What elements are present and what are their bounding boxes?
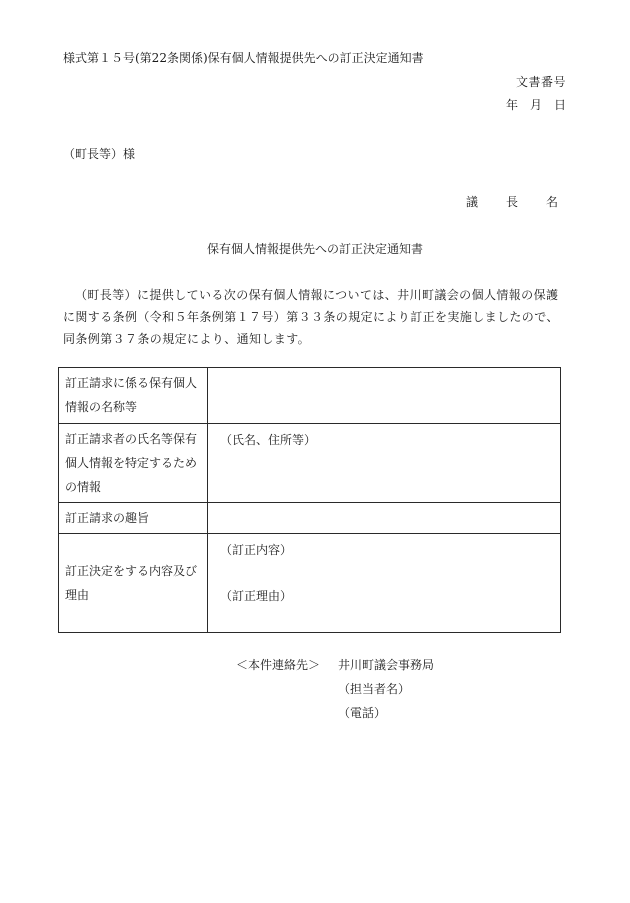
correction-content-label: （訂正内容） bbox=[220, 543, 293, 557]
document-title: 保有個人情報提供先への訂正決定通知書 bbox=[206, 242, 423, 256]
row-label-requester-info: 訂正請求者の氏名等保有個人情報を特定するための情報 bbox=[65, 432, 198, 494]
sender-name: 議 長 名 bbox=[465, 195, 566, 209]
notice-table bbox=[58, 367, 561, 633]
decision-content-block bbox=[208, 534, 560, 612]
table-label-cell bbox=[59, 534, 208, 633]
row-label-decision-content: 訂正決定をする内容及び理由 bbox=[65, 564, 198, 602]
contact-office: 井川町議会事務局 bbox=[338, 658, 435, 672]
table-value-cell bbox=[208, 368, 561, 424]
contact-person: （担当者名） bbox=[338, 682, 411, 696]
contact-label: ＜本件連絡先＞ bbox=[236, 658, 321, 672]
document-number: 文書番号 bbox=[515, 75, 566, 89]
correction-reason-label: （訂正理由） bbox=[220, 589, 293, 603]
table-label-cell bbox=[59, 424, 208, 503]
date-line: 年 月 日 bbox=[505, 98, 566, 112]
contact-phone: （電話） bbox=[338, 706, 387, 720]
row-label-request-purpose: 訂正請求の趣旨 bbox=[65, 511, 150, 525]
table-label-cell bbox=[59, 368, 208, 424]
table-value-cell bbox=[208, 503, 561, 534]
body-paragraph: （町長等）に提供している次の保有個人情報については、井川町議会の個人情報の保護に関する条例（令和５年条例第１７号）第３３条の規定により訂正を実施しましたので、同条例第３７条の規定により、通知します。 bbox=[63, 288, 559, 346]
row-value-info-name bbox=[208, 368, 560, 376]
table-value-cell bbox=[208, 424, 561, 503]
row-value-requester-info: （氏名、住所等） bbox=[220, 433, 317, 447]
form-number: 様式第１５号(第22条関係)保有個人情報提供先への訂正決定通知書 bbox=[63, 51, 424, 65]
row-value-request-purpose bbox=[208, 503, 560, 511]
addressee: （町長等）様 bbox=[63, 147, 136, 161]
spacer bbox=[220, 562, 548, 584]
table-row bbox=[59, 424, 561, 503]
table-row bbox=[59, 534, 561, 633]
table-row bbox=[59, 503, 561, 534]
table-label-cell bbox=[59, 503, 208, 534]
table-row bbox=[59, 368, 561, 424]
row-label-info-name: 訂正請求に係る保有個人情報の名称等 bbox=[65, 376, 198, 414]
table-value-cell bbox=[208, 534, 561, 633]
